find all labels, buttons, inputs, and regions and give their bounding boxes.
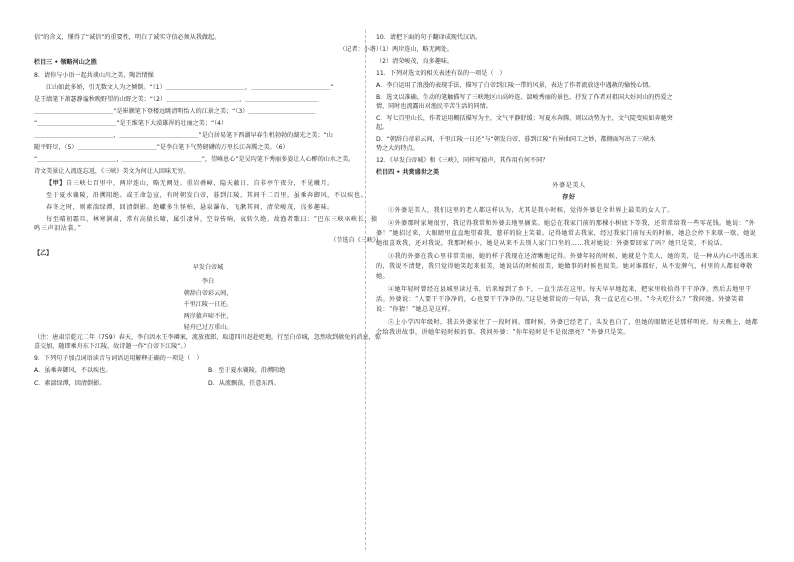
intro-tail: 信”的含义，懂得了“诚信”的重要性，明白了诚实守信必须从我做起。 — [34, 34, 221, 41]
jia-para-2: 至于夏水襄陵，沿溯阻绝。或王命急宣，有时朝发白帝，暮到江陵，其间千二百里，虽乘奔御风，不以疾也。 — [46, 191, 368, 199]
poem — [34, 262, 382, 333]
jia-text-1: 自三峡七百里中，两岸连山，略无阙处。重岩叠嶂，隐天蔽日，自非亭午夜分，不见曦月。 — [66, 179, 334, 187]
q9-options-row-1 — [34, 367, 382, 376]
q11-option-c-line-2: 起。 — [376, 123, 389, 131]
q11-option-c-line-1: C．写七百里山长，作者运用概括描写为主，文气平静舒缓；写夏水奔腾，则以动势为主，文气陡变疾如奔驰突 — [376, 114, 673, 122]
q8-line-7: “＿＿＿＿＿＿＿＿＿＿＿＿＿，＿＿＿＿＿＿＿＿＿＿＿＿＿”，望峰息心”是吴均笔下秀丽多姿让人心醉的山水之美。 — [34, 155, 355, 163]
q9-option-b: B．至于夏水襄陵，沿溯阻绝 — [208, 366, 286, 374]
q9-option-d: D．从流飘荡，任意东西。 — [208, 379, 280, 387]
q11-option-b-line-1: B．选文以准确、生动的笔触描写了三峡地区山高岭连、湍峻秀丽的景色，抒发了作者对祖国大好河山的热爱之 — [376, 94, 673, 102]
jia-para-1 — [34, 180, 382, 189]
left-column — [34, 34, 382, 388]
jia-source: （节选自《三峡》） — [330, 236, 382, 244]
poem-author: 李白 — [201, 277, 215, 285]
q11-option-b-line-2: 情，同时也流露出对渔民辛苦生活的同情。 — [376, 102, 492, 110]
jia-para-3: 春冬之时，则素湍绿潭，回清倒影。绝巘多生怪柏，悬泉瀑布，飞漱其间，清荣峻茂，良多趣味。 — [46, 203, 334, 211]
q10-prompt: 10．请把下面的句子翻译成现代汉语。 — [376, 34, 482, 41]
source-note: （记者：小谐） — [339, 46, 382, 54]
q10-item-2: （2）清荣峻茂，良多趣味。 — [376, 58, 454, 66]
section4-title: 栏目四 • 共赏盛世之美 — [376, 169, 439, 177]
q8-line-3: ＿＿＿＿＿＿＿＿＿＿＿＿＿”是崔颢笔下登楼远眺清明怡人的江景之美；“（3）＿＿＿＿＿＿＿＿＿＿＿ — [34, 107, 316, 115]
q11-prompt: 11．下列对选文的相关表述有误的一项是（ ） — [376, 70, 506, 78]
q8-line-2: 是王绩笔下萧瑟静谧秋晚野望的山野之美；“（2）＿＿＿＿＿＿＿＿＿＿＿＿，＿＿＿＿＿＿＿＿＿＿＿＿ — [34, 95, 319, 103]
poem-line: 两岸猿声啼不住， — [183, 312, 233, 320]
q8-line-8: 诗文美景让人流连忘返，《三峡》美文为何让人回味无穷。 — [34, 167, 190, 175]
story-para-2: ②外婆那时家境很穷，我记得我常和外婆去地里摘菜。她总在我家门前的那棵小树底下等我，还常常给我一些零花钱。她说：“外婆！”她招过来，大眼睛里直直地望着我，慈祥的脸上笑着。记得她常去我家，经过我家门前每天的时候，她总会停下来歇一歇。她说她很喜欢我，还对我说，我那时候小，她是从来不去别人家门口坐的……我对她说：外婆要回家了吗？她只是笑，不说话。 — [376, 220, 757, 248]
q8-prompt: 8．请你与小语一起共谈山川之美，陶冶情操 — [34, 71, 154, 79]
q9-option-c: C．素湍绿潭，回清倒影。 — [34, 379, 106, 387]
yi-note: （注：唐肃宗乾元二年（759）春天，李白因永王李璘案，流放夜郎，取道四川赶赴贬地。行至白帝城，忽然收到赦免的消息，惊喜交加，随即乘舟东下江陵。故诗题一作“白帝下江陵”。） — [34, 333, 381, 350]
q8-line-4: “＿＿＿＿＿＿＿＿＿＿＿＿＿”是王维笔下大漠雄浑的壮丽之美；“（4） — [34, 119, 228, 127]
poem-line: 朝辞白帝彩云间， — [183, 289, 233, 297]
q9-prompt: 9．下列句子加点词语读音与词语运用解释正确的一项是（ ） — [34, 354, 203, 362]
poem-line: 千里江陵一日还。 — [183, 301, 233, 309]
section3-title: 栏目三 • 领略河山之胜 — [34, 58, 97, 66]
story-author: 存好 — [562, 194, 576, 202]
poem-line: 轻舟已过万重山。 — [183, 324, 233, 332]
jia-label: 【甲】 — [46, 179, 67, 187]
q8-line-6: 随平野尽，（5）＿＿＿＿＿＿＿＿＿＿＿＿＿”是李白笔下气势磅礴的万里长江奔腾之美。（6） — [34, 143, 289, 151]
yi-label: 【乙】 — [34, 249, 53, 257]
story-para-1: ①外婆是美人，我们这里的老人都这样认为，尤其是我小时候，觉得外婆是全世界上最美的女人了。 — [388, 207, 674, 215]
poem-title: 早发白帝城 — [192, 264, 224, 272]
q11-option-d-line-2: 势之大的特点。 — [376, 144, 419, 152]
q9-option-a: A．虽乘奔御风，不以疾也。 — [34, 366, 112, 374]
story-title: 外婆是美人 — [552, 182, 586, 190]
story-para-4: ④她年轻时曾经在县城里读过书，后来嫁到了乡下，一直生活在这里。每天早早地起来，把家里收拾得干干净净，然后去地里干活。外婆说：“人要干干净净的，心也要干干净净的。”这是她常说的一句话，我一直记在心里。“今天吃什么？”我问她。外婆笑着说：“你猜！”她总是这样。 — [376, 285, 752, 313]
q11-option-a: A．李白运用了浪漫的表现手法，描写了白帝到江陵一带的风景，表达了作者流放途中遇赦的愉悦心情。 — [376, 82, 655, 90]
story-para-3: ③我的外婆在我心里非常美丽，她的样子我现在还清晰地记得。外婆年轻的时候，她就是个美人，她的美，是一种从内心中透出来的，我说不清楚，我只觉得她笑起来很美，她说话的时候很美，她做事的时候也很美。她对谁都好，从不发脾气，村里的人都很尊敬她。 — [376, 253, 759, 280]
q9-options-row-2 — [34, 380, 382, 389]
story-para-5: ⑤上小学四年级时，我去外婆家住了一段时间。那时候，外婆已经老了，头发也白了，但她的眼睛还是那样明亮。每天晚上，她都会给我讲故事，讲她年轻时候的事。我问外婆：“你年轻时是不是很漂亮？”外婆只是笑。 — [376, 318, 759, 336]
q8-line-5: ＿＿＿＿＿＿＿＿＿＿＿＿＿，＿＿＿＿＿＿＿＿＿＿＿＿＿”是白居易笔下西湖早春生机勃勃的湖光之美；“山 — [34, 131, 333, 139]
q12-prompt: 12．《早发白帝城》和《三峡》，同样写猿声，其作用有何不同？ — [376, 156, 549, 164]
q8-line-1: 江山如此多娇，引无数文人为之倾倒。“（1）＿＿＿＿＿＿＿＿＿＿＿＿＿，＿＿＿＿＿＿＿＿＿＿＿＿＿” — [46, 83, 334, 91]
q11-option-d-line-1: D．“朝辞白帝彩云间，千里江陵一日还”与“朝发白帝，暮到江陵”有异曲同工之妙，都侧面写出了三峡水 — [376, 135, 656, 143]
jia-para-4: 每至晴初霜旦，林寒涧肃，常有高猿长啸，属引凄异，空谷传响，哀转久绝。故渔者歌曰：“巴东三峡巫峡长，猿鸣三声泪沾裳。” — [34, 215, 378, 232]
q10-item-1: （1）两岸连山，略无阙处。 — [376, 46, 454, 54]
right-column — [376, 34, 762, 341]
